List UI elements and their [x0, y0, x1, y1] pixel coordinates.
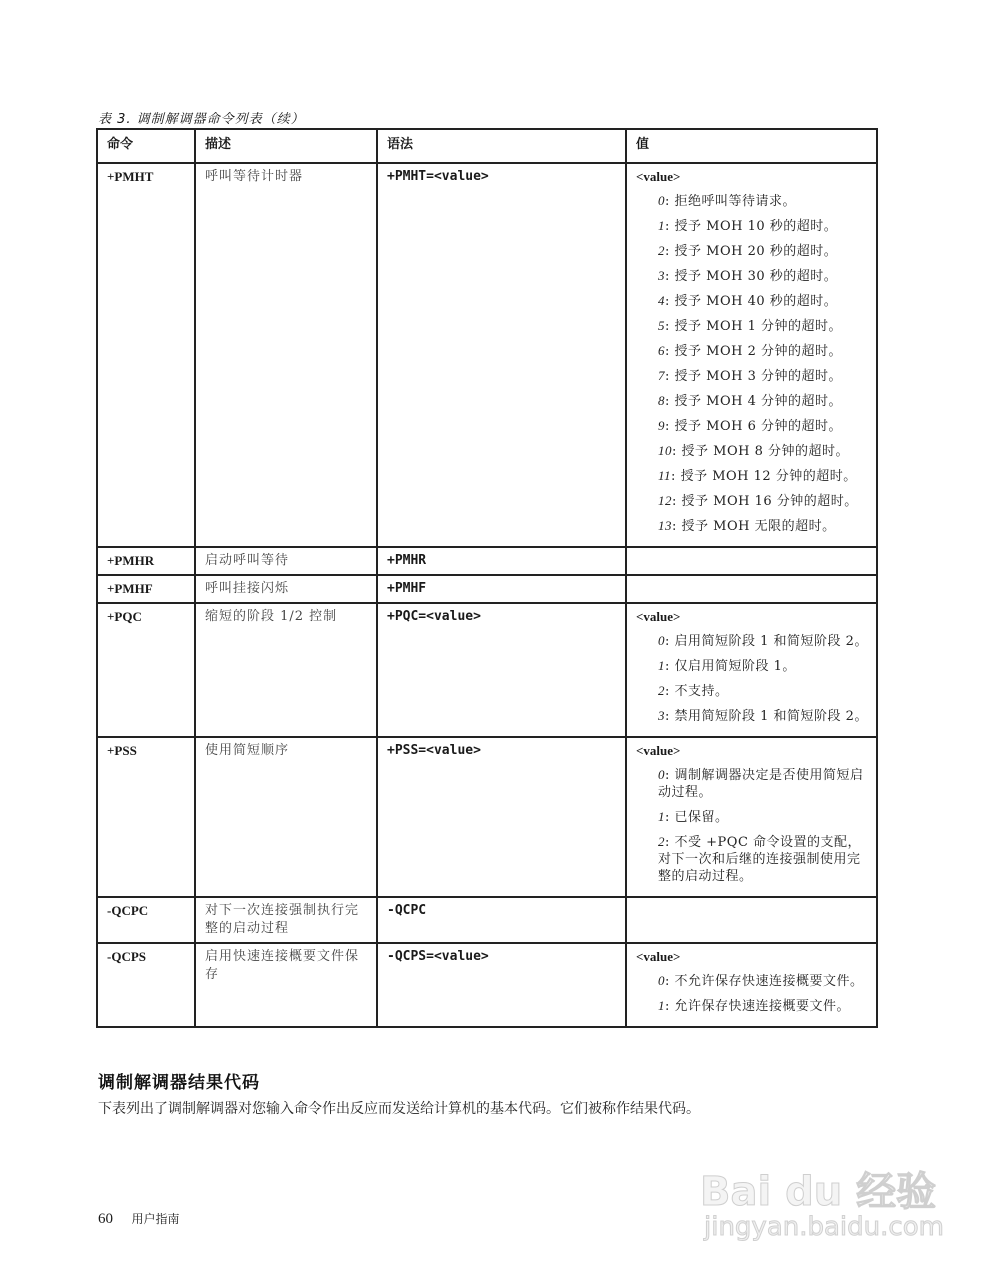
- option-separator: :: [672, 519, 682, 534]
- value-option: [636, 217, 868, 235]
- value-option: [636, 192, 868, 210]
- syntax-cell: +PMHR: [377, 547, 626, 575]
- value-option: [636, 972, 868, 990]
- option-text: 授予 MOH 无限的超时。: [681, 519, 836, 534]
- option-separator: :: [665, 835, 675, 850]
- description-cell: 启用快速连接概要文件保存: [195, 943, 377, 1027]
- page-number: 60: [98, 1211, 113, 1227]
- command-cell: +PQC: [97, 603, 195, 737]
- option-separator: :: [665, 659, 675, 674]
- option-key: 0: [658, 973, 665, 988]
- value-option: [636, 242, 868, 260]
- option-key: 1: [658, 809, 665, 824]
- page-footer: [98, 1210, 179, 1228]
- option-key: 0: [658, 767, 665, 782]
- option-text: 授予 MOH 8 分钟的超时。: [681, 444, 849, 459]
- value-option: [636, 492, 868, 510]
- command-cell: +PSS: [97, 737, 195, 897]
- option-key: 0: [658, 633, 665, 648]
- option-key: 11: [658, 468, 672, 483]
- value-cell: [626, 943, 877, 1027]
- value-cell: [626, 897, 877, 943]
- description-cell: 呼叫挂接闪烁: [195, 575, 377, 603]
- command-cell: +PMHF: [97, 575, 195, 603]
- option-text: 授予 MOH 40 秒的超时。: [674, 294, 838, 309]
- baidu-watermark: [700, 1140, 970, 1260]
- value-option: [636, 657, 868, 675]
- option-text: 授予 MOH 30 秒的超时。: [674, 269, 838, 284]
- header-command: 命令: [97, 129, 195, 163]
- description-cell: 对下一次连接强制执行完整的启动过程: [195, 897, 377, 943]
- option-text: 禁用简短阶段 1 和简短阶段 2。: [674, 709, 868, 724]
- option-text: 授予 MOH 12 分钟的超时。: [680, 469, 857, 484]
- value-cell: [626, 737, 877, 897]
- option-key: 2: [658, 834, 665, 849]
- table-row: [97, 603, 877, 737]
- syntax-cell: +PMHF: [377, 575, 626, 603]
- value-option: [636, 267, 868, 285]
- value-option: [636, 833, 868, 885]
- value-option: [636, 417, 868, 435]
- option-key: 10: [658, 443, 672, 458]
- option-key: 1: [658, 998, 665, 1013]
- option-key: 5: [658, 318, 665, 333]
- option-separator: :: [665, 244, 675, 259]
- option-separator: :: [665, 768, 675, 783]
- value-cell: [626, 163, 877, 547]
- option-text: 不支持。: [674, 684, 729, 699]
- value-cell: [626, 575, 877, 603]
- option-separator: :: [665, 634, 675, 649]
- command-cell: +PMHT: [97, 163, 195, 547]
- table-caption: 表 3. 调制解调器命令列表（续）: [98, 112, 305, 127]
- table-row: [97, 547, 877, 575]
- option-text: 仅启用简短阶段 1。: [674, 659, 796, 674]
- option-key: 7: [658, 368, 665, 383]
- option-separator: :: [665, 369, 675, 384]
- value-option: [636, 342, 868, 360]
- table-row: [97, 737, 877, 897]
- option-text: 授予 MOH 3 分钟的超时。: [674, 369, 842, 384]
- value-option: [636, 442, 868, 460]
- syntax-cell: +PSS=<value>: [377, 737, 626, 897]
- header-value: 值: [626, 129, 877, 163]
- option-separator: :: [665, 344, 675, 359]
- value-option: [636, 997, 868, 1015]
- table-row: [97, 163, 877, 547]
- option-text: 不允许保存快速连接概要文件。: [674, 974, 864, 989]
- option-key: 4: [658, 293, 665, 308]
- option-key: 2: [658, 683, 665, 698]
- watermark-logo: Bai du 经验: [700, 1169, 937, 1215]
- option-key: 1: [658, 218, 665, 233]
- option-key: 13: [658, 518, 672, 533]
- footer-title: 用户指南: [131, 1212, 180, 1226]
- option-text: 授予 MOH 10 秒的超时。: [674, 219, 838, 234]
- value-option: [636, 317, 868, 335]
- value-option: [636, 367, 868, 385]
- option-text: 调制解调器决定是否使用简短启动过程。: [658, 768, 864, 800]
- modem-command-table: [96, 128, 878, 1028]
- table-row: [97, 897, 877, 943]
- value-option: [636, 808, 868, 826]
- option-key: 3: [658, 268, 665, 283]
- syntax-cell: +PQC=<value>: [377, 603, 626, 737]
- option-separator: :: [665, 294, 675, 309]
- option-separator: :: [665, 974, 675, 989]
- option-text: 授予 MOH 20 秒的超时。: [674, 244, 838, 259]
- value-placeholder: <value>: [636, 169, 681, 184]
- syntax-cell: -QCPC: [377, 897, 626, 943]
- option-key: 9: [658, 418, 665, 433]
- option-separator: :: [672, 494, 682, 509]
- option-key: 0: [658, 193, 665, 208]
- option-key: 2: [658, 243, 665, 258]
- value-placeholder: <value>: [636, 949, 681, 964]
- value-option: [636, 682, 868, 700]
- option-text: 不受 +PQC 命令设置的支配，对下一次和后继的连接强制使用完整的启动过程。: [658, 835, 862, 884]
- option-key: 6: [658, 343, 665, 358]
- value-option: [636, 517, 868, 535]
- option-text: 拒绝呼叫等待请求。: [674, 194, 797, 209]
- command-cell: +PMHR: [97, 547, 195, 575]
- option-separator: :: [665, 419, 675, 434]
- option-separator: :: [665, 219, 675, 234]
- description-cell: 使用简短顺序: [195, 737, 377, 897]
- option-separator: :: [665, 684, 675, 699]
- value-option: [636, 292, 868, 310]
- option-separator: :: [665, 810, 675, 825]
- option-key: 1: [658, 658, 665, 673]
- header-description: 描述: [195, 129, 377, 163]
- value-placeholder: <value>: [636, 609, 681, 624]
- option-separator: :: [672, 444, 682, 459]
- option-separator: :: [671, 469, 681, 484]
- command-cell: -QCPS: [97, 943, 195, 1027]
- option-text: 启用简短阶段 1 和简短阶段 2。: [674, 634, 868, 649]
- option-text: 授予 MOH 6 分钟的超时。: [674, 419, 842, 434]
- value-placeholder: <value>: [636, 743, 681, 758]
- option-separator: :: [665, 194, 675, 209]
- option-separator: :: [665, 709, 675, 724]
- option-separator: :: [665, 394, 675, 409]
- value-cell: [626, 547, 877, 575]
- syntax-cell: -QCPS=<value>: [377, 943, 626, 1027]
- option-text: 授予 MOH 2 分钟的超时。: [674, 344, 842, 359]
- option-separator: :: [665, 269, 675, 284]
- table-row: [97, 575, 877, 603]
- watermark-url: jingyan.baidu.com: [704, 1212, 944, 1242]
- value-option: [636, 467, 868, 485]
- description-cell: 启动呼叫等待: [195, 547, 377, 575]
- option-separator: :: [665, 319, 675, 334]
- command-cell: -QCPC: [97, 897, 195, 943]
- option-text: 已保留。: [674, 810, 729, 825]
- value-option: [636, 766, 868, 801]
- option-key: 8: [658, 393, 665, 408]
- section-intro: 下表列出了调制解调器对您输入命令作出反应而发送给计算机的基本代码。它们被称作结果代码。: [98, 1101, 700, 1117]
- table-row: [97, 943, 877, 1027]
- description-cell: 缩短的阶段 1/2 控制: [195, 603, 377, 737]
- header-syntax: 语法: [377, 129, 626, 163]
- option-separator: :: [665, 999, 675, 1014]
- value-cell: [626, 603, 877, 737]
- value-option: [636, 632, 868, 650]
- table-header-row: [97, 129, 877, 163]
- value-option: [636, 392, 868, 410]
- section-title: 调制解调器结果代码: [98, 1073, 260, 1093]
- option-text: 允许保存快速连接概要文件。: [674, 999, 851, 1014]
- description-cell: 呼叫等待计时器: [195, 163, 377, 547]
- option-key: 12: [658, 493, 672, 508]
- option-text: 授予 MOH 16 分钟的超时。: [681, 494, 858, 509]
- option-text: 授予 MOH 4 分钟的超时。: [674, 394, 842, 409]
- option-text: 授予 MOH 1 分钟的超时。: [674, 319, 842, 334]
- option-key: 3: [658, 708, 665, 723]
- value-option: [636, 707, 868, 725]
- syntax-cell: +PMHT=<value>: [377, 163, 626, 547]
